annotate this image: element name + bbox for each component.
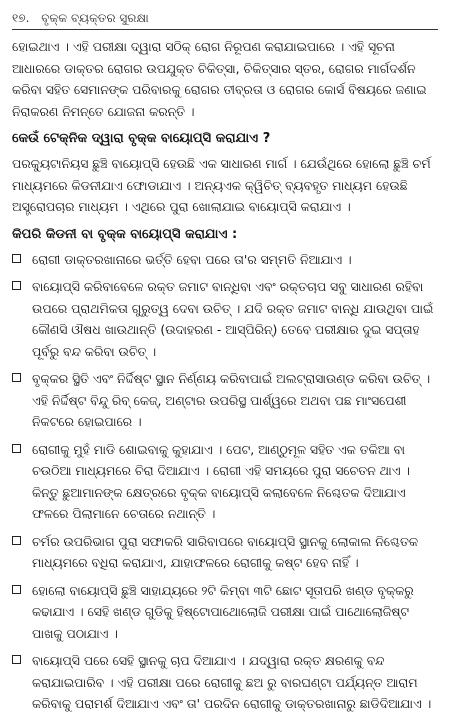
list-item-text: ହୋଲୋ ବାୟୋପ୍ସି ଛୁଞ୍ଚି ସାହାଯ୍ୟରେ ୨ଟି କିମ୍ବା ୩ଟି ଛୋଟ ସୂତାପରି ଖଣ୍ଡ ବୃକ୍କରୁ କଢାଯାଏ । ସେହି ଖଣ୍ଡ ଗୁଡିକୁ ହିଷ୍ଟୋପାଥୋଲୋଜି ପରୀକ୍ଷା ପାଇଁ ପାଥୋଲୋଜିଷ୍ଟ ପାଖକୁ ପଠାଯାଏ । — [32, 582, 414, 641]
list-item-text: ବାୟୋପ୍ସି କରିବାବେଳେ ରକ୍ତ ଜମାଟ ବାନ୍ଧିବା ଏବଂ ରକ୍ତଚାପ ସବୁ ସାଧାରଣ ରହିବା ଉପରେ ପ୍ରାଥମିକତା ଗୁରୁତ୍ୱ ଦେବା ଉଚିତ୍ । ଯଦି ରକ୍ତ ଜମାଟ ବାନ୍ଧି ଯାଉଥିବା ପାଇଁ କୌଣସି ଔଷଧ ଖାଉଥାନ୍ତି (ଉଦାହରଣ - ଆସ୍ପିରିନ୍) ତେବେ ପରୀକ୍ଷାର ଦୁଇ ସପ୍ତାହ ପୂର୍ବରୁ ବନ୍ଦ କରିବା ଉଚିତ୍ । — [32, 279, 434, 359]
intro-paragraph: ହୋଇଥାଏ । ଏହି ପରୀକ୍ଷା ଦ୍ୱାରା ସଠିକ୍ ରୋଗ ନିରୂପଣ କରାଯାଇପାରେ । ଏହି ସୂଚନା ଆଧାରରେ ଡାକ୍ତର ରୋଗର ଉପଯୁକ୍ତ ଚିକିତ୍ସା, ଚିକିତ୍ସାର ସ୍ତର, ରୋଗର ମାର୍ଗଦର୍ଶନ କରିବା ସହିତ ସେମାନଙ୍କ ପରିବାରକୁ ରୋଗର ତୀବ୍ରତା ଓ ରୋଗର କୋର୍ସ ବିଷୟରେ ଜଣାଇ ନିରାକରଣ ନିମନ୍ତେ ଯୋଜନା କରନ୍ତି । — [12, 39, 427, 119]
list-item — [12, 368, 436, 433]
list-item-text: ରୋଗୀକୁ ମୁହଁ ମାଡି ଶୋଇବାକୁ କୁହାଯାଏ । ପେଟ, ଆଣ୍ଠୁମୂଳ ସହିତ ଏକ ତକିଆ ବା ଚଉଠିଆ ମାଧ୍ୟମରେ ଚିରା ଦିଆଯାଏ । ରୋଗୀ ଏହି ସମୟରେ ପୁରା ସଚେତନ ଥାଏ । କିନ୍ତୁ ଛୁଆମାନଙ୍କ କ୍ଷେତ୍ରରେ ବୃକ୍କ ବାୟୋପ୍ସି କଲାବେଳେ ନିଶ୍ଚେତକ ଦିଆଯାଏ ଫଳରେ ପିଲାମାନେ ଚେତାରେ ନଥାନ୍ତି । — [32, 441, 410, 521]
checkbox-bullet-icon — [12, 585, 21, 594]
checkbox-bullet-icon — [12, 536, 21, 545]
page-content — [12, 36, 436, 721]
checkbox-bullet-icon — [12, 655, 21, 664]
list-item-text: ବାୟୋପ୍ସି ପରେ ସେହି ସ୍ଥାନକୁ ଚାପ ଦିଆଯାଏ । ଯଦ୍ୱାରା ରକ୍ତ କ୍ଷରଣକୁ ବନ୍ଦ କରାଯାଇପାରିବ । ଏହି ପରୀକ୍ଷା ପରେ ରୋଗୀକୁ ଛଅ ରୁ ବାରଘଣ୍ଟା ପର୍ଯ୍ୟନ୍ତ ଆରାମ କରିବାକୁ ପରାମର୍ଶ ଦିଆଯାଏ ଏବଂ ତା' ପରଦିନ ରୋଗୀକୁ ଡାକ୍ତରଖାନାରୁ ଛାଡିଦିଆଯାଏ । — [32, 653, 432, 711]
list-item — [12, 439, 436, 525]
list-item — [12, 249, 436, 271]
procedure-list — [12, 249, 436, 715]
list-item — [12, 650, 436, 715]
list-item — [12, 276, 436, 362]
list-item-text: ବୃକ୍କର ସ୍ଥିତି ଏବଂ ନିର୍ଦ୍ଦିଷ୍ଟ ସ୍ଥାନ ନିର୍ଣ୍ଣୟ କରିବାପାଇଁ ଅଲଟ୍ରାସାଉଣ୍ଡ କରିବା ଉଚିତ୍ । ଏହି ନିର୍ଦ୍ଦିଷ୍ଟ ବିନ୍ଦୁ ରିବ୍ କେଜ୍, ଅଣ୍ଟାର ଉପରିସ୍ଥ ପାର୍ଶ୍ୱରେ ଅଥବା ପଛ ମାଂସପେଶୀ ନିକଟରେ ହୋଇପାରେ । — [32, 371, 431, 429]
page-number: ୧୭. — [12, 11, 30, 25]
checkbox-bullet-icon — [12, 254, 21, 263]
list-item-text: ରୋଗୀ ଡାକ୍ତରଖାନାରେ ଭର୍ତ୍ତି ହେବା ପରେ ତା'ର ସମ୍ମତି ନିଆଯାଏ । — [32, 251, 352, 267]
list-item — [12, 580, 436, 645]
checkbox-bullet-icon — [12, 444, 21, 453]
running-header — [12, 7, 438, 30]
section-heading-procedure: କିପରି କିଡନୀ ବା ବୃକ୍କ ବାୟୋପ୍ସି କରାଯାଏ : — [12, 226, 238, 242]
checkbox-bullet-icon — [12, 373, 21, 382]
section-heading-technique: କେଉଁ ଟେକ୍ନିକ ଦ୍ୱାରା ବୃକ୍କ ବାୟୋପ୍ସି କରାଯାଏ ? — [12, 131, 271, 146]
list-item-text: ଚର୍ମର ଉପରିଭାଗ ପୁରା ସଫାକରି ସାରିବାପରେ ବାୟୋପ୍ସି ସ୍ଥାନକୁ ଲୋକାଲ ନିଶ୍ଚେତକ ମାଧ୍ୟମରେ ବଧିରା କରାଯାଏ, ଯାହାଫଳରେ ରୋଗୀକୁ କଷ୍ଟ ହେବ ନାହିଁ । — [32, 533, 418, 570]
chapter-title: ବୃକ୍କ ବ୍ୟକ୍ତର ସୁରକ୍ଷା — [41, 11, 149, 25]
technique-paragraph: ପରକ୍ୟୁଟାନିୟସ ଛୁଞ୍ଚି ବାୟୋପ୍ସି ହେଉଛି ଏକ ସାଧାରଣ ମାର୍ଗ । ଯେଉଁଥିରେ ହୋଲୋ ଛୁଞ୍ଚି ଚର୍ମ ମାଧ୍ୟମରେ କିଡନୀଯାଏ ଫୋଡାଯାଏ । ଅନ୍ୟଏକ କ୍ୱିଚିତ୍ ବ୍ୟବହୃତ ମାଧ୍ୟମ ହେଉଛି ଅସ୍ତ୍ରୋପଚାର ମାଧ୍ୟମ । ଏଥିରେ ପୁରା ଖୋଲାଯାଇ ବାୟୋପ୍ସି କରାଯାଏ । — [12, 156, 431, 214]
list-item — [12, 531, 436, 574]
checkbox-bullet-icon — [12, 281, 21, 290]
